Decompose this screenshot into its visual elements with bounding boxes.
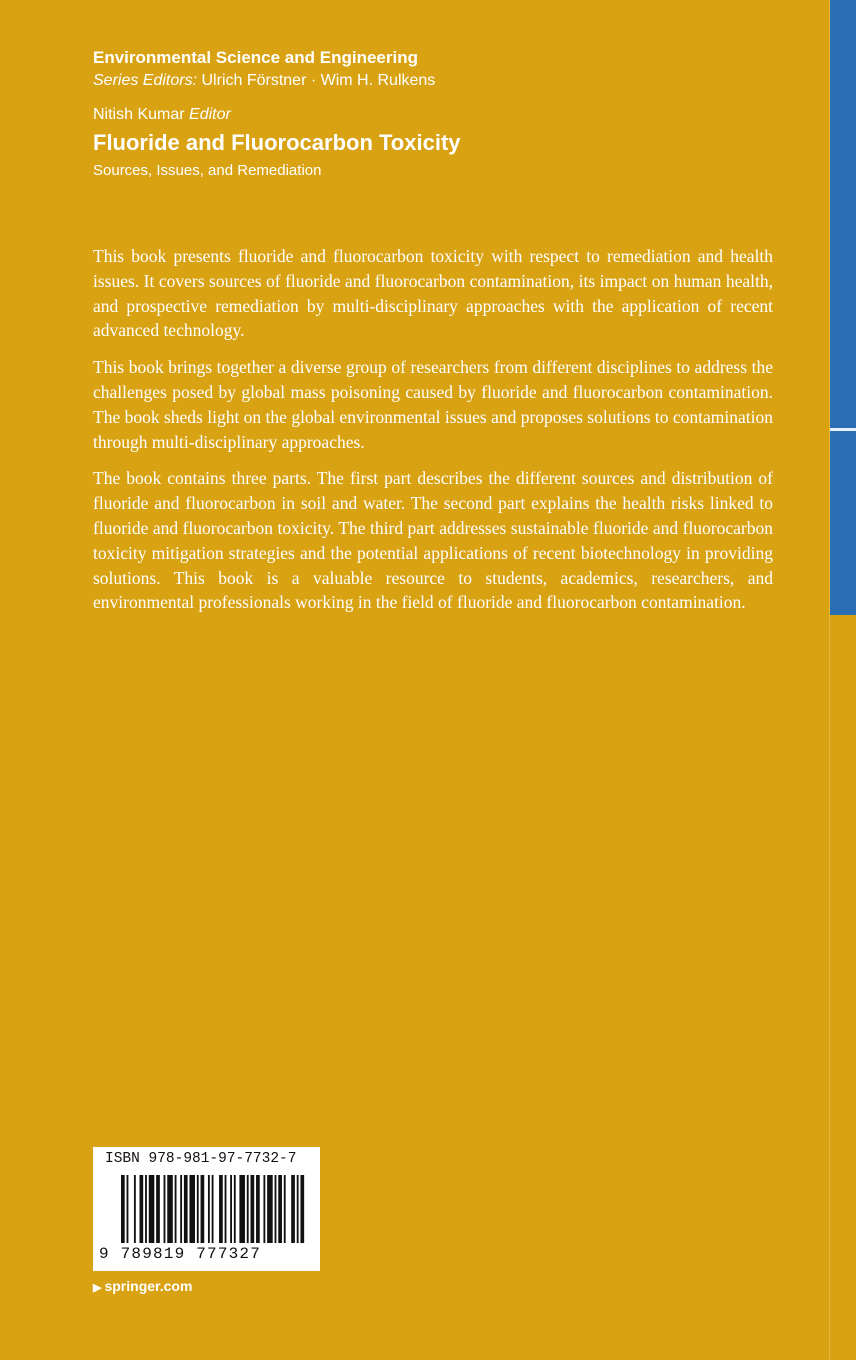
barcode-bar (127, 1175, 129, 1243)
editor-name: Nitish Kumar (93, 106, 185, 123)
barcode-bar (164, 1175, 166, 1243)
barcode-bar (225, 1175, 227, 1243)
barcode-bar (267, 1175, 273, 1243)
description-paragraph: This book brings together a diverse group of researchers from different disciplines to address the challenges posed by global mass poisoning caused by fluoride and fluorocarbon contamination. The book sheds light on the global environmental issues and proposes solutions to contamination through multi-disciplinary approaches. (93, 357, 773, 452)
description-paragraph: The book contains three parts. The first part describes the different sources and distribution of fluoride and fluorocarbon in soil and water. The second part explains the health risks linked to fluoride and fluorocarbon toxicity. The third part addresses sustainable fluoride and fluorocarbon toxicity mitigation strategies and the potential applications of recent biotechnology in providing solutions. This book is a valuable resource to students, academics, researchers, and environmental professionals working in the field of fluoride and fluorocarbon contamination. (93, 468, 773, 613)
barcode-bar (300, 1175, 304, 1243)
isbn-barcode (93, 1147, 320, 1271)
barcode-bar (121, 1175, 125, 1243)
barcode-bar (201, 1175, 205, 1243)
barcode-bar (134, 1175, 136, 1243)
publisher-url: springer.com (104, 1278, 193, 1294)
isbn-digits: 9 789819 777327 (99, 1245, 262, 1263)
barcode-bar (234, 1175, 236, 1243)
barcode-bar (275, 1175, 277, 1243)
barcode-bar (175, 1175, 177, 1243)
spine-blue-band (830, 0, 856, 615)
barcode-bar (263, 1175, 265, 1243)
barcode-bar (239, 1175, 245, 1243)
barcode-bar (212, 1175, 214, 1243)
barcode-bar (140, 1175, 144, 1243)
barcode-bar (256, 1175, 260, 1243)
barcode-bar (291, 1175, 295, 1243)
barcode-bar (278, 1175, 282, 1243)
barcode-bar (208, 1175, 210, 1243)
barcode-bar (149, 1175, 155, 1243)
barcode-bar (197, 1175, 199, 1243)
barcode-bar (189, 1175, 195, 1243)
series-editors-label: Series Editors: (93, 72, 198, 89)
book-description (93, 244, 773, 627)
cover-header (93, 46, 793, 182)
publisher-link[interactable] (93, 1276, 192, 1298)
book-editor (93, 104, 793, 126)
triangle-right-icon: ▶ (93, 1282, 102, 1294)
barcode-bar (156, 1175, 160, 1243)
series-editors (93, 70, 793, 92)
description-paragraph: This book presents fluoride and fluorocarbon toxicity with respect to remediation and health issues. It covers sources of fluoride and fluorocarbon contamination, its impact on human health, and prospective remediation by multi-disciplinary approaches with the application of recent advanced technology. (93, 246, 773, 341)
barcode-bars (93, 1171, 320, 1247)
editor-role: Editor (189, 106, 231, 123)
barcode-bar (247, 1175, 249, 1243)
barcode-bar (230, 1175, 232, 1243)
barcode-bar (251, 1175, 255, 1243)
barcode-bar (184, 1175, 188, 1243)
barcode-bar (219, 1175, 223, 1243)
barcode-bar (180, 1175, 182, 1243)
book-subtitle: Sources, Issues, and Remediation (93, 162, 322, 179)
series-editors-names: Ulrich Förstner · Wim H. Rulkens (201, 72, 436, 89)
barcode-bar (167, 1175, 173, 1243)
spine-white-rule (830, 428, 856, 431)
book-title: Fluoride and Fluorocarbon Toxicity (93, 130, 461, 155)
barcode-bar (284, 1175, 286, 1243)
barcode-bar (297, 1175, 299, 1243)
isbn-label: ISBN 978-981-97-7732-7 (105, 1151, 297, 1167)
barcode-bar (145, 1175, 147, 1243)
series-title: Environmental Science and Engineering (93, 48, 418, 67)
